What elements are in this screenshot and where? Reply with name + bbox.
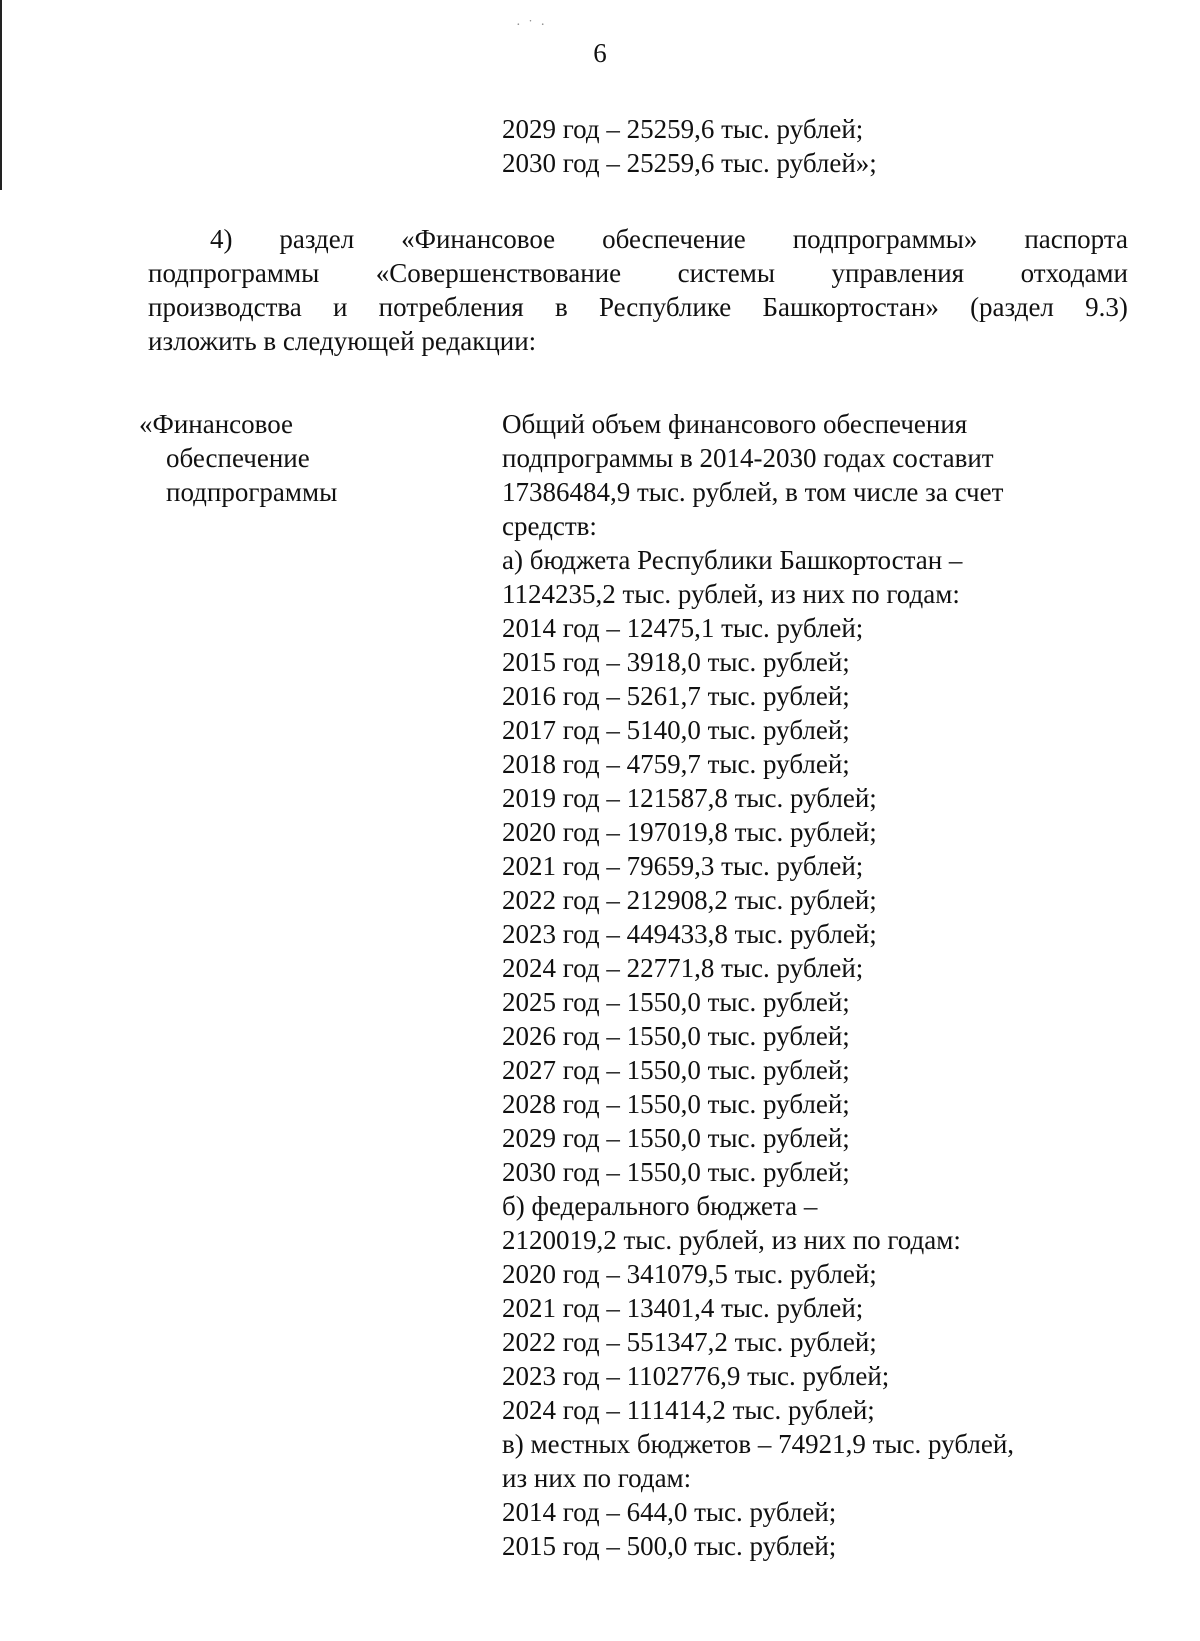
- financing-content: [502, 407, 1014, 1563]
- word: и: [332, 292, 348, 322]
- word: Республике: [598, 292, 732, 322]
- paragraph-line: [148, 222, 1128, 256]
- word: системы: [677, 258, 776, 288]
- content-line: в) местных бюджетов – 74921,9 тыс. рублей,: [502, 1429, 1015, 1459]
- word: «Финансовое: [401, 224, 556, 254]
- content-line: 2018 год – 4759,7 тыс. рублей;: [502, 749, 850, 779]
- scan-edge-mark: [0, 0, 2, 190]
- content-line: 2014 год – 12475,1 тыс. рублей;: [502, 613, 864, 643]
- content-line: 2025 год – 1550,0 тыс. рублей;: [502, 987, 850, 1017]
- word: подпрограммы: [148, 258, 320, 288]
- content-line: а) бюджета Республики Башкортостан –: [502, 545, 963, 575]
- word: в: [554, 292, 568, 322]
- content-line: 2017 год – 5140,0 тыс. рублей;: [502, 715, 850, 745]
- section-label: [139, 407, 337, 509]
- content-line: 2029 год – 1550,0 тыс. рублей;: [502, 1123, 850, 1153]
- word: 9.3): [1085, 292, 1128, 322]
- content-line: 2030 год – 1550,0 тыс. рублей;: [502, 1157, 850, 1187]
- content-line: 17386484,9 тыс. рублей, в том числе за счет: [502, 477, 1004, 507]
- content-line: 2024 год – 22771,8 тыс. рублей;: [502, 953, 864, 983]
- paragraph-line: [148, 290, 1128, 324]
- content-line: 2015 год – 500,0 тыс. рублей;: [502, 1531, 837, 1561]
- top-line: 2029 год – 25259,6 тыс. рублей;: [502, 114, 864, 144]
- content-line: 2015 год – 3918,0 тыс. рублей;: [502, 647, 850, 677]
- label-line: обеспечение: [166, 443, 310, 473]
- content-line: 2027 год – 1550,0 тыс. рублей;: [502, 1055, 850, 1085]
- content-line: 2021 год – 13401,4 тыс. рублей;: [502, 1293, 864, 1323]
- top-lines: [502, 112, 877, 180]
- word: раздел: [279, 224, 355, 254]
- word: отходами: [1020, 258, 1128, 288]
- word: производства: [148, 292, 302, 322]
- content-line: 2022 год – 212908,2 тыс. рублей;: [502, 885, 877, 915]
- content-line: 2026 год – 1550,0 тыс. рублей;: [502, 1021, 850, 1051]
- label-line: «Финансовое: [139, 409, 294, 439]
- content-line: 2023 год – 449433,8 тыс. рублей;: [502, 919, 877, 949]
- word: 4): [210, 224, 233, 254]
- content-line: 2020 год – 197019,8 тыс. рублей;: [502, 817, 877, 847]
- content-line: 2028 год – 1550,0 тыс. рублей;: [502, 1089, 850, 1119]
- amendment-paragraph: [148, 222, 1128, 358]
- page-number: 6: [593, 38, 607, 68]
- word: обеспечение: [602, 224, 746, 254]
- content-line: 2019 год – 121587,8 тыс. рублей;: [502, 783, 877, 813]
- content-line: 2016 год – 5261,7 тыс. рублей;: [502, 681, 850, 711]
- word: потребления: [378, 292, 524, 322]
- content-line: б) федерального бюджета –: [502, 1191, 818, 1221]
- content-line: 2022 год – 551347,2 тыс. рублей;: [502, 1327, 877, 1357]
- word: управления: [831, 258, 965, 288]
- label-line: подпрограммы: [166, 477, 338, 507]
- word: (раздел: [970, 292, 1054, 322]
- paragraph-line: [148, 324, 1128, 358]
- content-line: средств:: [502, 511, 597, 541]
- content-line: 2023 год – 1102776,9 тыс. рублей;: [502, 1361, 890, 1391]
- scan-artifact: · ˙ ·: [516, 18, 547, 33]
- content-line: Общий объем финансового обеспечения: [502, 409, 968, 439]
- content-line: 2120019,2 тыс. рублей, из них по годам:: [502, 1225, 961, 1255]
- paragraph-line: [148, 256, 1128, 290]
- word: подпрограммы»: [792, 224, 978, 254]
- content-line: 2014 год – 644,0 тыс. рублей;: [502, 1497, 837, 1527]
- word: паспорта: [1024, 224, 1128, 254]
- content-line: 2020 год – 341079,5 тыс. рублей;: [502, 1259, 877, 1289]
- word: изложить в следующей редакции:: [148, 326, 537, 356]
- content-line: 2024 год – 111414,2 тыс. рублей;: [502, 1395, 875, 1425]
- top-line: 2030 год – 25259,6 тыс. рублей»;: [502, 148, 877, 178]
- content-line: 2021 год – 79659,3 тыс. рублей;: [502, 851, 864, 881]
- content-line: 1124235,2 тыс. рублей, из них по годам:: [502, 579, 960, 609]
- content-line: из них по годам:: [502, 1463, 692, 1493]
- word: Башкортостан»: [762, 292, 939, 322]
- word: «Совершенствование: [375, 258, 622, 288]
- content-line: подпрограммы в 2014-2030 годах составит: [502, 443, 994, 473]
